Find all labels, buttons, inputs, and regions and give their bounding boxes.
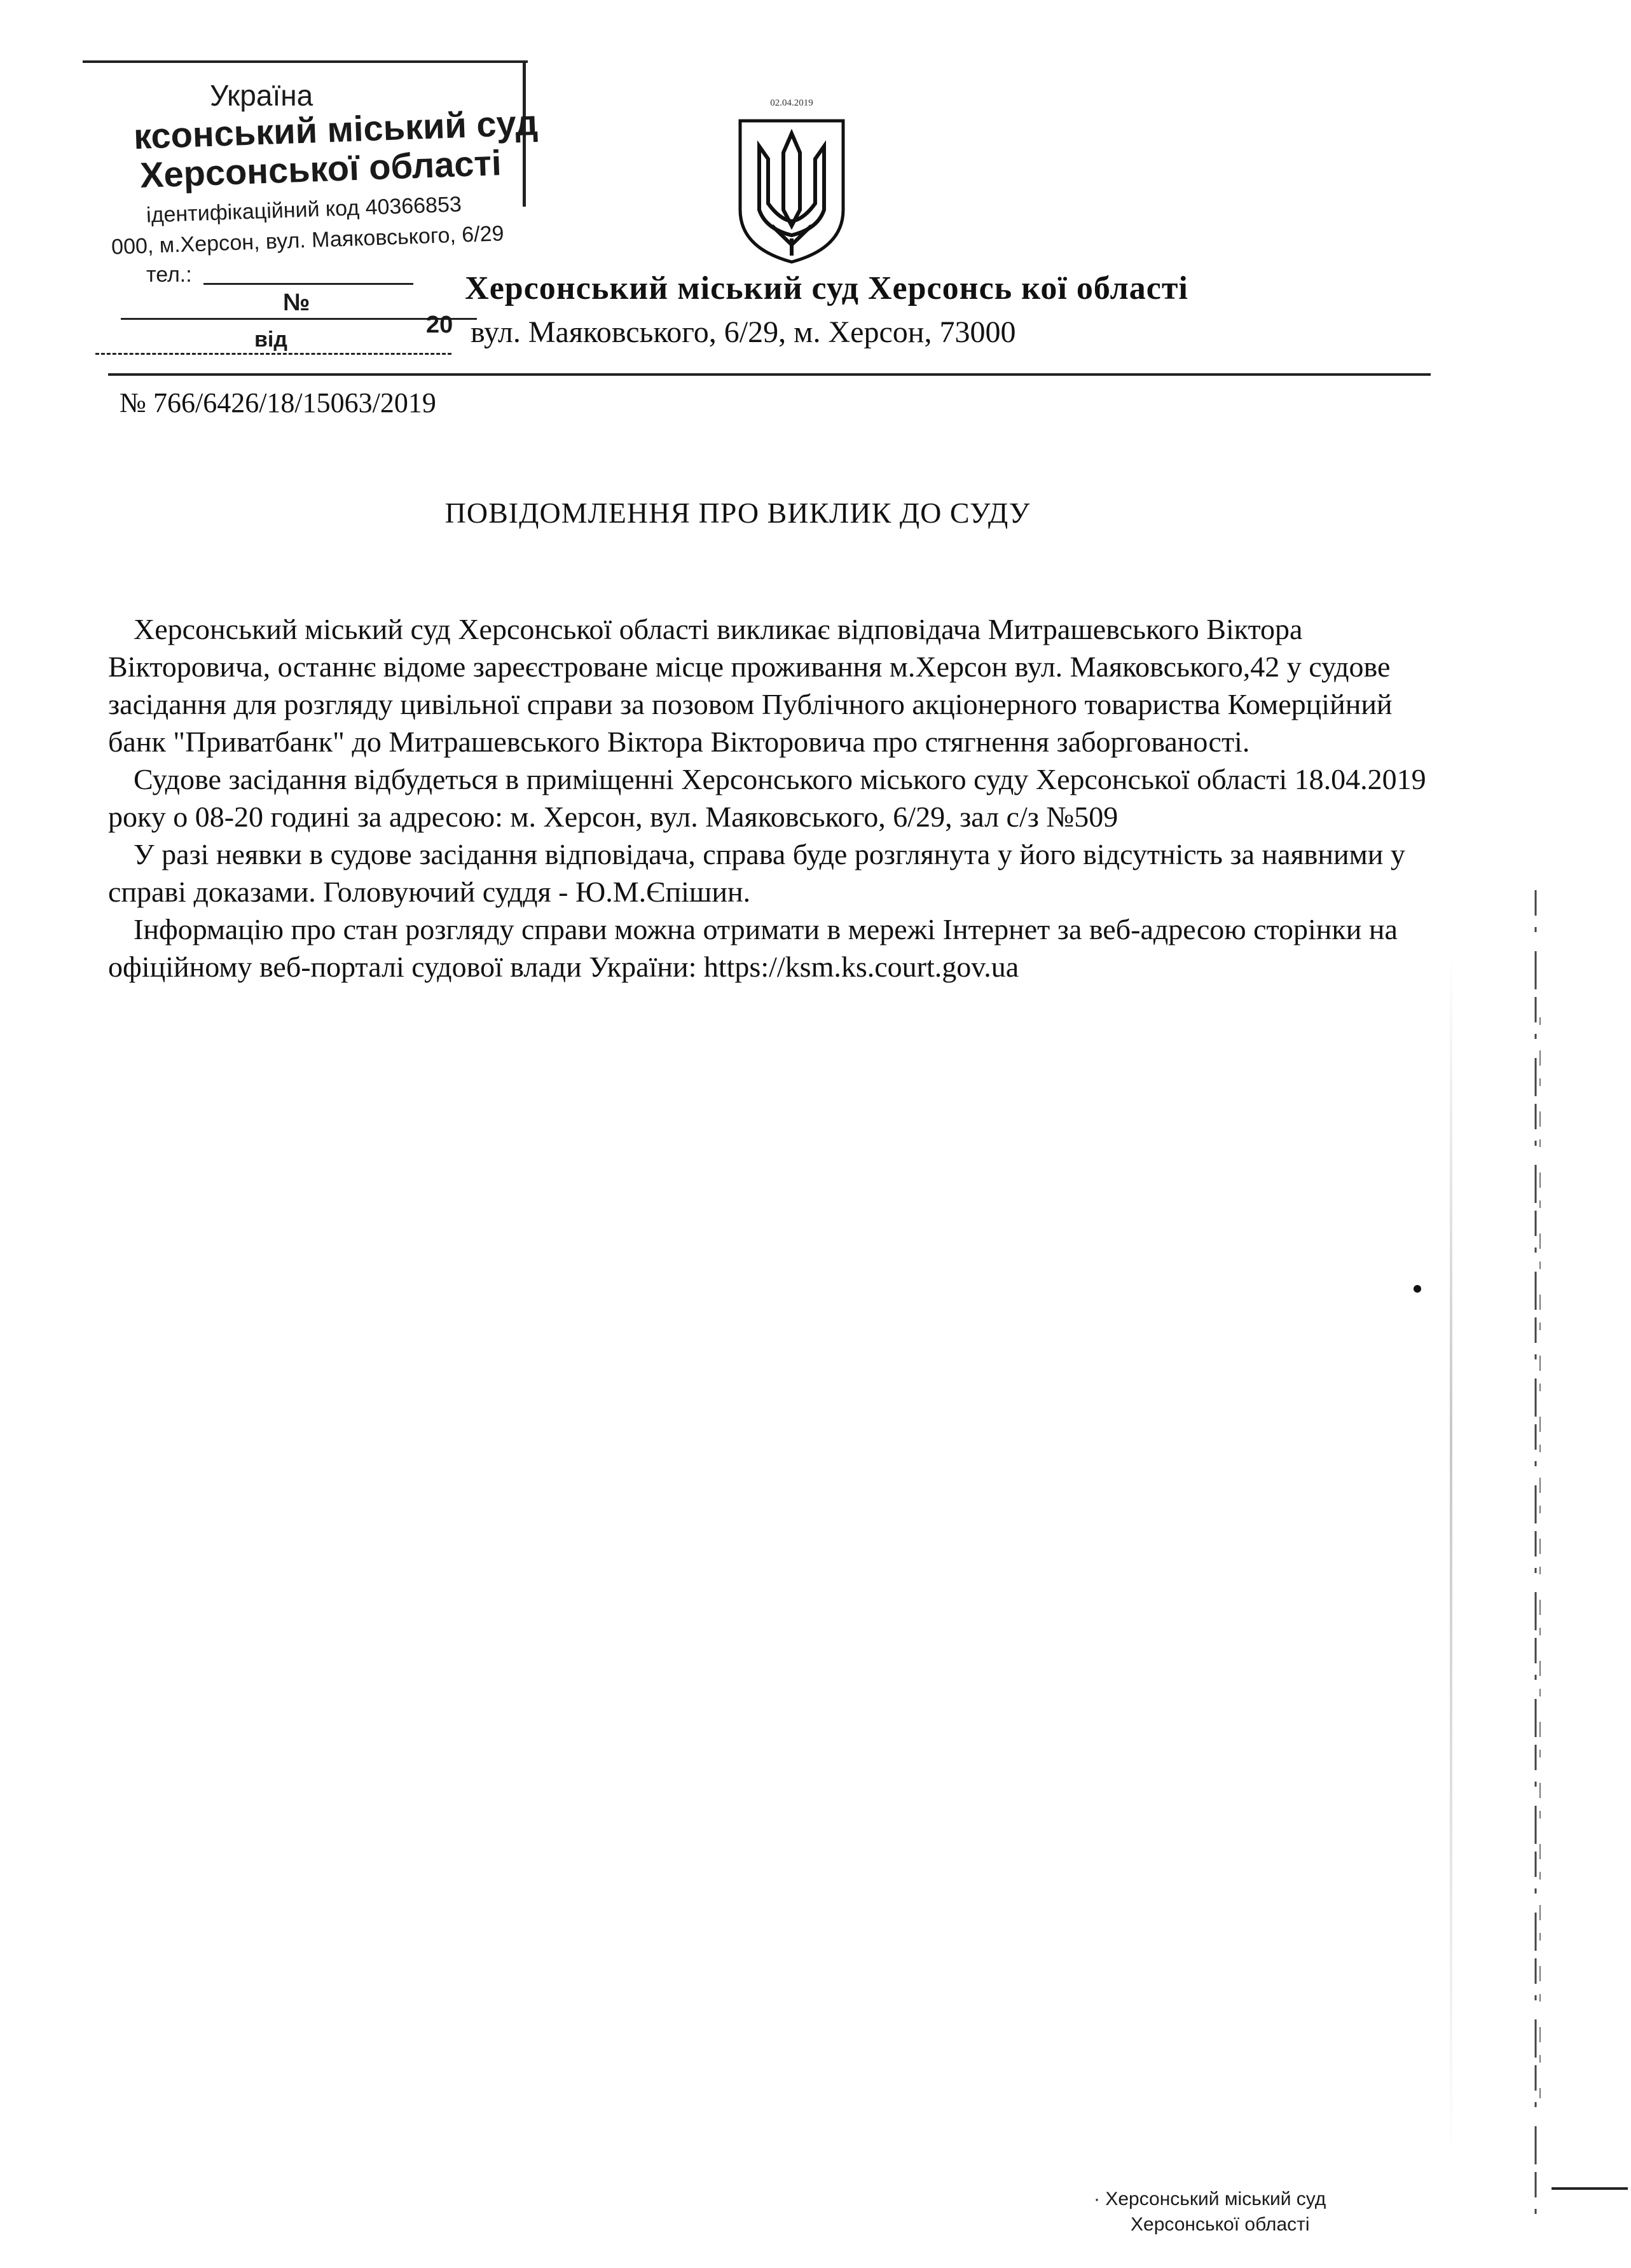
court-address: вул. Маяковського, 6/29, м. Херсон, 73000 [471,315,1016,349]
body-paragraph: У разі неявки в судове засідання відповідача, справа буде розглянута у його відсутність за наявними у справі доказами. Головуючий суддя - Ю.М.Єпішин. [108,838,1405,908]
scan-edge-shadow [1450,954,1452,2162]
document-title: ПОВІДОМЛЕННЯ ПРО ВИКЛИК ДО СУДУ [444,497,1031,529]
stamp-court-line1: ксонський міський суд [133,102,539,157]
trident-icon [734,114,850,267]
stamp-tel-label: тел.: [146,263,192,287]
document-body [108,610,1456,986]
scan-edge-marks [1526,890,1545,2225]
bottom-stamp-line2: Херсонської області [1131,2214,1310,2235]
header-divider [108,373,1431,376]
stamp-year-mark: 20 [426,312,453,338]
stamp-court-line2: Херсонської області [139,142,502,195]
court-name: Херсонський міський суд Херсонсь кої області [465,270,1188,306]
scan-dot [1414,1285,1421,1293]
stamp-border [83,60,528,63]
stamp-number-mark: № [283,289,310,316]
stamp-field-line [95,353,451,355]
stamp-address: 000, м.Херсон, вул. Маяковського, 6/29 [111,221,505,259]
stamp-field-line [121,318,477,320]
stamp-country: Україна [210,79,313,112]
body-paragraph: Херсонський міський суд Херсонської області викликає відповідача Митрашевського Віктора Вікторовича, останнє відоме зареєстроване місце проживання м.Херсон вул. Маяковського,42 у судове засідання для розгляду цивільної справи за позовом Публічного акціонерного товариства Комерційний банк "Приватбанк" до Митрашевського Віктора Вікторовича про стягнення заборгованості. [108,613,1393,758]
registration-stamp [83,60,539,366]
scan-corner-mark [1552,2187,1628,2190]
stamp-id-code: ідентифікаційний код 40366853 [146,192,462,228]
bottom-stamp-line1: · Херсонський міський суд [1094,2189,1326,2210]
stamp-from-mark: від [254,327,287,352]
received-date: 02.04.2019 [770,98,813,108]
document-number: № 766/6426/18/15063/2019 [120,387,436,418]
body-paragraph: Інформацію про стан розгляду справи можна отримати в мережі Інтернет за веб-адресою сторінки на офіційному веб-порталі судової влади України: https://ksm.ks.court.gov.ua [108,913,1398,983]
body-paragraph: Судове засідання відбудеться в приміщенні Херсонського міського суду Херсонської області 18.04.2019 року о 08-20 годині за адресою: м. Херсон, вул. Маяковського, 6/29, зал с/з №509 [108,763,1426,833]
